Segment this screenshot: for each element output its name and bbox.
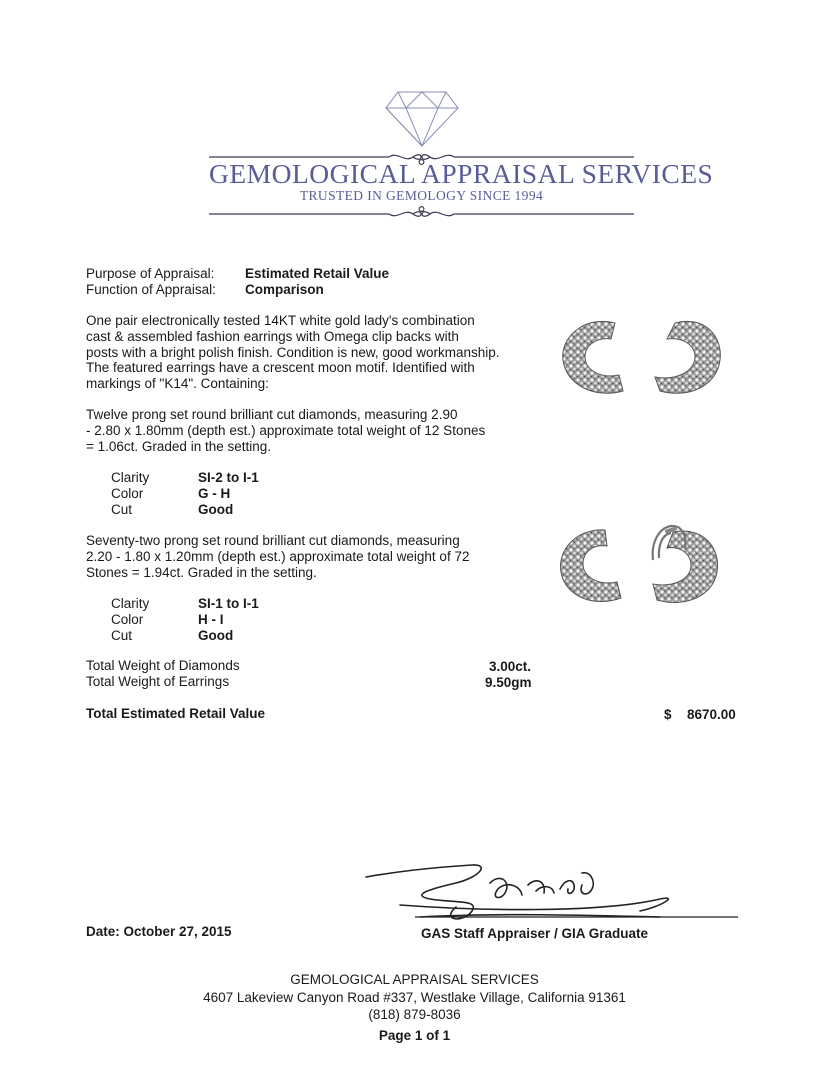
- total-earrings-label: Total Weight of Earrings: [86, 674, 230, 689]
- grade-label: Clarity: [111, 596, 150, 611]
- stones-line: 2.20 - 1.80 x 1.20mm (depth est.) approximate total weight of 72: [86, 548, 470, 564]
- earrings-front-photo: [555, 315, 725, 400]
- grade-row-clarity: [111, 470, 259, 486]
- grade-value: SI-1 to I-1: [198, 596, 259, 611]
- grade-value: Good: [198, 627, 234, 643]
- stones-line: = 1.06ct. Graded in the setting.: [86, 438, 271, 454]
- grade-row-color: [111, 486, 259, 502]
- description-line: cast & assembled fashion earrings with Omega clip backs with: [86, 328, 459, 344]
- grade-value: H - I: [198, 611, 224, 627]
- grade-value: G - H: [198, 485, 231, 501]
- stones-line: - 2.80 x 1.80mm (depth est.) approximate total weight of 12 Stones: [86, 422, 486, 438]
- total-retail-label: Total Estimated Retail Value: [86, 706, 266, 721]
- grade-row-color: [111, 612, 259, 628]
- item-description: [86, 313, 499, 392]
- function-label: Function of Appraisal:: [86, 282, 216, 297]
- stones-line: Twelve prong set round brilliant cut diamonds, measuring 2.90: [86, 407, 458, 422]
- description-line: markings of "K14". Containing:: [86, 376, 269, 392]
- grade-label: Cut: [111, 627, 133, 643]
- description-line: The featured earrings have a crescent moon motif. Identified with: [86, 360, 475, 376]
- grade-row-cut: [111, 502, 259, 518]
- description-line: One pair electronically tested 14KT white gold lady's combination: [86, 313, 475, 328]
- grade-label: Clarity: [111, 470, 150, 485]
- grade-label: Cut: [111, 501, 133, 517]
- company-tagline: TRUSTED IN GEMOLOGY SINCE 1994: [299, 188, 544, 203]
- grade-label: Color: [111, 485, 144, 501]
- stones-group-1-description: [86, 407, 485, 454]
- earrings-back-photo: [555, 520, 725, 610]
- diamond-logo-icon: [384, 88, 460, 148]
- footer-address: 4607 Lakeview Canyon Road #337, Westlake Village, California 91361: [203, 989, 626, 1005]
- appraiser-signature: [360, 855, 740, 930]
- total-diamonds-value: 3.00ct.: [489, 659, 532, 674]
- grade-value: Good: [198, 501, 234, 517]
- page-number: Page 1 of 1: [378, 1027, 451, 1043]
- total-diamonds-label: Total Weight of Diamonds: [86, 658, 240, 673]
- footer: [0, 971, 829, 1044]
- total-earrings-value: 9.50gm: [485, 675, 532, 690]
- footer-phone: (818) 879-8036: [368, 1007, 461, 1022]
- grade-label: Color: [111, 611, 144, 627]
- description-line: posts with a bright polish finish. Condition is new, good workmanship.: [86, 344, 500, 360]
- stones-group-2-description: [86, 533, 469, 580]
- purpose-value: Estimated Retail Value: [245, 266, 390, 281]
- stones-group-1-grades: [111, 470, 259, 517]
- stones-line: Stones = 1.94ct. Graded in the setting.: [86, 564, 317, 580]
- currency-symbol: $: [664, 707, 672, 722]
- purpose-label: Purpose of Appraisal:: [86, 266, 215, 281]
- total-retail-value: 8670.00: [687, 707, 736, 722]
- grade-row-clarity: [111, 596, 259, 612]
- appraisal-date: Date: October 27, 2015: [86, 924, 232, 939]
- signature-caption: GAS Staff Appraiser / GIA Graduate: [421, 926, 649, 941]
- grade-value: SI-2 to I-1: [198, 470, 259, 485]
- grade-row-cut: [111, 628, 259, 644]
- stones-line: Seventy-two prong set round brilliant cut diamonds, measuring: [86, 533, 460, 548]
- stones-group-2-grades: [111, 596, 259, 643]
- footer-company: GEMOLOGICAL APPRAISAL SERVICES: [290, 972, 539, 987]
- company-logo-title: GEMOLOGICAL APPRAISAL SERVICES: [209, 158, 714, 189]
- ornament-bottom-rule: [209, 205, 634, 219]
- function-value: Comparison: [245, 282, 324, 297]
